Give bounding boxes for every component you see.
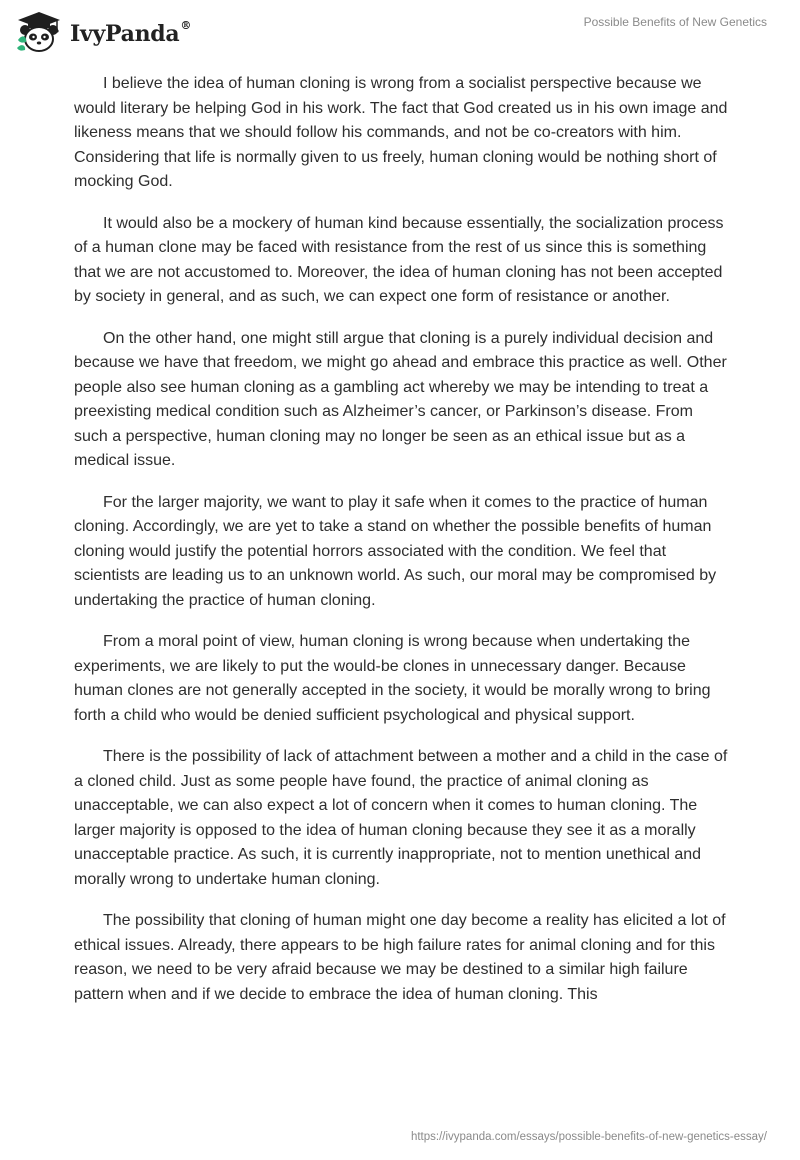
paragraph: It would also be a mockery of human kind because essentially, the socialization process of a human clone may be faced with resistance from the rest of us since this is something that we are not accustomed to. Moreover, the idea of human cloning has not been accepted by society in general, and as such, we can expect one form of resistance or another. xyxy=(74,214,724,305)
paragraph: The possibility that cloning of human might one day become a reality has elicited a lot of ethical issues. Already, there appears to be high failure rates for animal cloning and for this reason, we need to be very afraid because we may be destined to a similar high failure pattern when and if we decide to embrace the idea of human cloning. This xyxy=(74,912,726,1003)
essay-body xyxy=(74,72,729,1024)
page-title: Possible Benefits of New Genetics xyxy=(583,15,767,29)
paragraph: On the other hand, one might still argue that cloning is a purely individual decision and because we have that freedom, we might go ahead and embrace this practice as well. Other people also see human cloning as a gambling act whereby we may be intending to treat a preexisting medical condition such as Alzheimer’s cancer, or Parkinson’s disease. From such a perspective, human cloning may no longer be seen as an ethical issue but as a medical issue. xyxy=(74,329,727,469)
brand-name: IvyPanda® xyxy=(70,19,192,47)
panda-graduation-cap-icon xyxy=(14,10,64,54)
paragraph: From a moral point of view, human cloning is wrong because when undertaking the experiments, we are likely to put the would-be clones in unnecessary danger. Because human clones are not generally accepted in the society, it would be morally wrong to bring forth a child who would be denied sufficient psychological and physical support. xyxy=(74,633,711,724)
paragraph: For the larger majority, we want to play it safe when it comes to the practice of human cloning. Accordingly, we are yet to take a stand on whether the possible benefits of human cloning would justify the potential horrors associated with the condition. We feel that scientists are leading us to an unknown world. As such, our moral may be compromised by undertaking the practice of human cloning. xyxy=(74,493,717,609)
registered-mark: ® xyxy=(180,19,192,32)
ivypanda-logo[interactable] xyxy=(14,10,191,54)
page-header xyxy=(0,0,800,70)
paragraph: I believe the idea of human cloning is wrong from a socialist perspective because we would literary be helping God in his work. The fact that God created us in his own image and likeness means that we should follow his commands, and not be co-creators with him. Considering that life is normally given to us freely, human cloning would be nothing short of mocking God. xyxy=(74,75,728,190)
paragraph: There is the possibility of lack of attachment between a mother and a child in the case of a cloned child. Just as some people have found, the practice of animal cloning as unacceptable, we can also expect a lot of concern when it comes to human cloning. The larger majority is opposed to the idea of human cloning because they see it as a morally unacceptable practice. As such, it is currently inappropriate, not to mention unethical and morally wrong to undertake human cloning. xyxy=(74,748,728,888)
footer-url[interactable]: https://ivypanda.com/essays/possible-benefits-of-new-genetics-essay/ xyxy=(410,1131,767,1143)
